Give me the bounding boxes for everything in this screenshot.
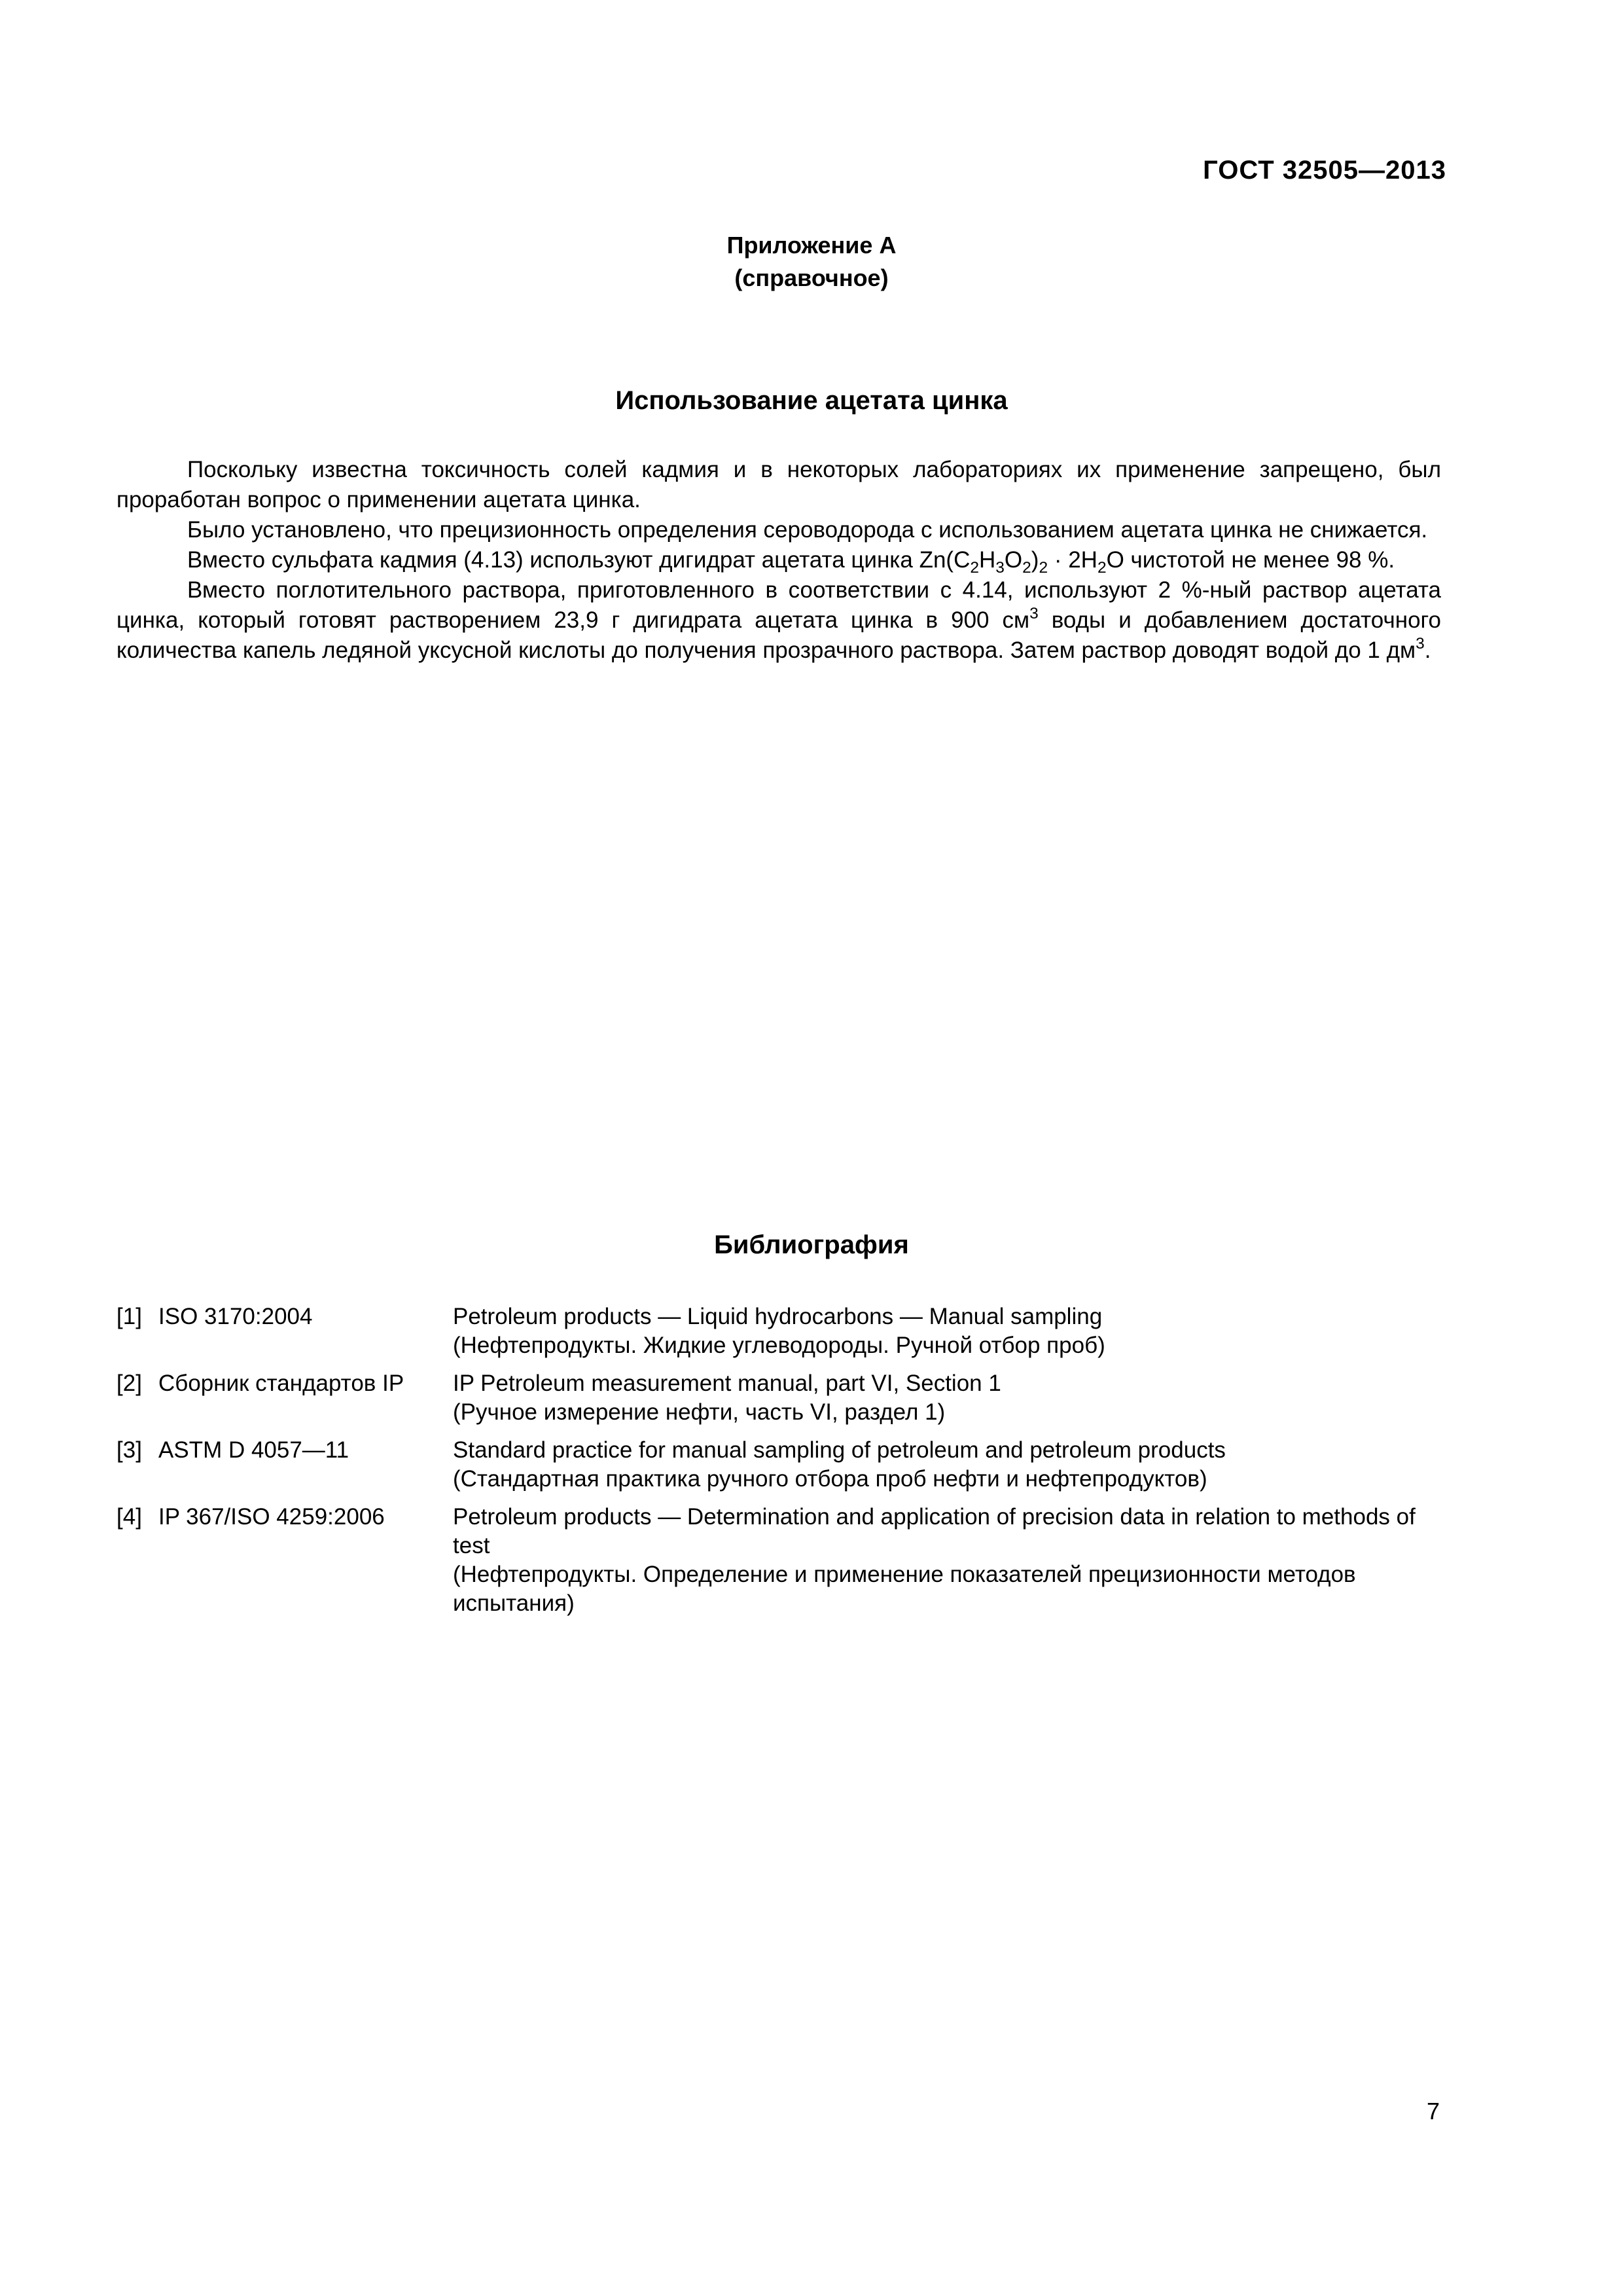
bib-line: (Стандартная практика ручного отбора проб нефти и нефтепродуктов) <box>453 1466 1207 1492</box>
p4-text: . <box>1424 637 1431 663</box>
p4-superscript: 3 <box>1029 605 1039 622</box>
paragraph-1: Поскольку известна токсичность солей кадмия и в некоторых лабораториях их применение запрещено, был проработан вопрос о применении ацетата цинка. <box>116 457 1441 512</box>
p3-text: ) <box>1031 547 1039 573</box>
p3-text: H <box>979 547 996 573</box>
p3-text: · 2H <box>1048 547 1097 573</box>
p3-subscript: 2 <box>1039 559 1048 577</box>
p3-subscript: 2 <box>970 559 979 577</box>
paragraph-3 <box>116 545 1441 575</box>
bib-line: Petroleum products — Liquid hydrocarbons — Manual sampling <box>453 1304 1103 1329</box>
bib-number: [2] <box>116 1371 142 1396</box>
bib-code: ASTM D 4057—11 <box>158 1437 349 1463</box>
bibliography-title: Библиография <box>714 1230 909 1259</box>
bibliography-item <box>116 1302 1441 1360</box>
p4-text: Вместо поглотительного раствора, приготовленного в соответствии с 4.14, используют 2 %-ный раствор ацетата цинка, который готовят растворением 23,9 г дигидрата ацетата цинка в 900 см <box>116 577 1441 633</box>
p3-text: Вместо сульфата кадмия (4.13) используют дигидрат ацетата цинка Zn(C <box>187 547 971 573</box>
standard-code: ГОСТ 32505—2013 <box>1203 156 1446 185</box>
paragraph-2: Было установлено, что прецизионность определения сероводорода с использованием ацетата цинка не снижается. <box>187 517 1428 543</box>
bib-description <box>453 1369 1441 1427</box>
bibliography-list <box>116 1302 1441 1627</box>
bib-number: [4] <box>116 1504 142 1530</box>
bibliography-item <box>116 1436 1441 1494</box>
bib-line: IP Petroleum measurement manual, part VI, Section 1 <box>453 1371 1001 1396</box>
p3-subscript: 3 <box>995 559 1005 577</box>
bib-code: Сборник стандартов IP <box>158 1371 404 1396</box>
appendix-heading <box>0 229 1623 295</box>
section-body <box>116 455 1441 666</box>
bib-line: Petroleum products — Determination and application of precision data in relation to methods of test <box>453 1504 1416 1558</box>
bibliography-item <box>116 1503 1441 1618</box>
bib-description <box>453 1503 1441 1618</box>
section-title: Использование ацетата цинка <box>615 386 1008 415</box>
p4-superscript: 3 <box>1416 635 1425 653</box>
bib-line: (Ручное измерение нефти, часть VI, раздел 1) <box>453 1399 946 1425</box>
bib-line: (Нефтепродукты. Определение и применение показателей прецизионности методов испытания) <box>453 1562 1356 1616</box>
p3-subscript: 2 <box>1022 559 1031 577</box>
bibliography-item <box>116 1369 1441 1427</box>
bib-line: Standard practice for manual sampling of petroleum and petroleum products <box>453 1437 1226 1463</box>
paragraph-4 <box>116 575 1441 666</box>
bib-description <box>453 1436 1441 1494</box>
p3-text: O чистотой не менее 98 %. <box>1106 547 1395 573</box>
bib-number: [1] <box>116 1304 142 1329</box>
bib-description <box>453 1302 1441 1360</box>
p3-text: O <box>1004 547 1023 573</box>
appendix-type: (справочное) <box>734 264 889 291</box>
bib-number: [3] <box>116 1437 142 1463</box>
page-number: 7 <box>1426 2098 1440 2125</box>
bib-code: IP 367/ISO 4259:2006 <box>158 1504 385 1530</box>
p3-subscript: 2 <box>1097 559 1107 577</box>
bib-line: (Нефтепродукты. Жидкие углеводороды. Ручной отбор проб) <box>453 1333 1105 1358</box>
p4-text: воды и добавлением достаточного количества капель ледяной уксусной кислоты до получения прозрачного раствора. Затем раствор доводят водой до 1 дм <box>116 607 1441 663</box>
bib-code: ISO 3170:2004 <box>158 1304 313 1329</box>
appendix-label: Приложение А <box>726 232 897 259</box>
